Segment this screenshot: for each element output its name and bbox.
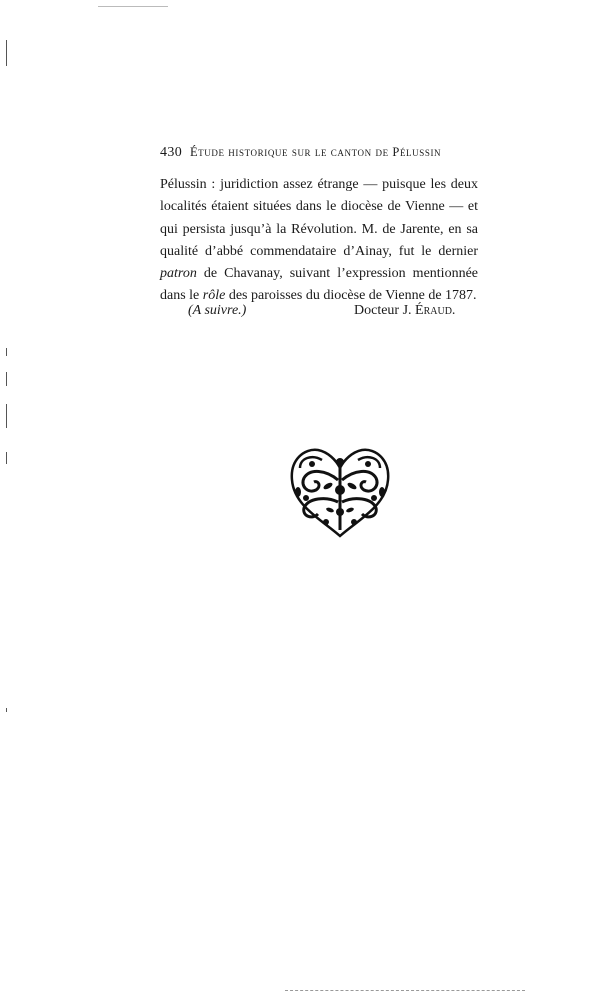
scan-artifact-left [6, 404, 7, 428]
author-name: Éraud. [415, 303, 456, 318]
body-text-segment: Pélussin : juridiction assez étrange — puisque les deux localités étaient situées dans le diocèse de Vienne — et qui persista jusqu’à la Révolution. M. de Jarente, en sa qualité d’abbé commendataire d’Ainay, fut le dernier [160, 177, 478, 259]
page-number: 430 [160, 145, 183, 160]
body-paragraph [160, 174, 478, 308]
scan-artifact-left [6, 40, 7, 66]
scan-artifact-top [98, 6, 168, 7]
body-text-segment: de Chavanay, suivant l’expression mentionnée dans le [160, 266, 478, 304]
body-text-segment: des paroisses du diocèse de Vienne de 1787. [225, 288, 477, 304]
scan-artifact-left [6, 372, 7, 386]
floral-heart-ornament-icon [282, 440, 398, 540]
scan-artifact-bottom [285, 990, 525, 993]
scan-artifact-left [6, 348, 7, 356]
scan-artifact-left [6, 708, 7, 712]
author-prefix: Docteur J. [354, 303, 416, 318]
running-head [160, 145, 500, 161]
to-be-continued: (A suivre.) [188, 303, 247, 318]
body-italic-segment: rôle [202, 288, 226, 304]
running-title: Étude historique sur le canton de Pélussin [189, 145, 442, 159]
scan-artifact-left [6, 452, 7, 464]
author [354, 300, 455, 322]
body-italic-segment: patron [160, 266, 197, 282]
